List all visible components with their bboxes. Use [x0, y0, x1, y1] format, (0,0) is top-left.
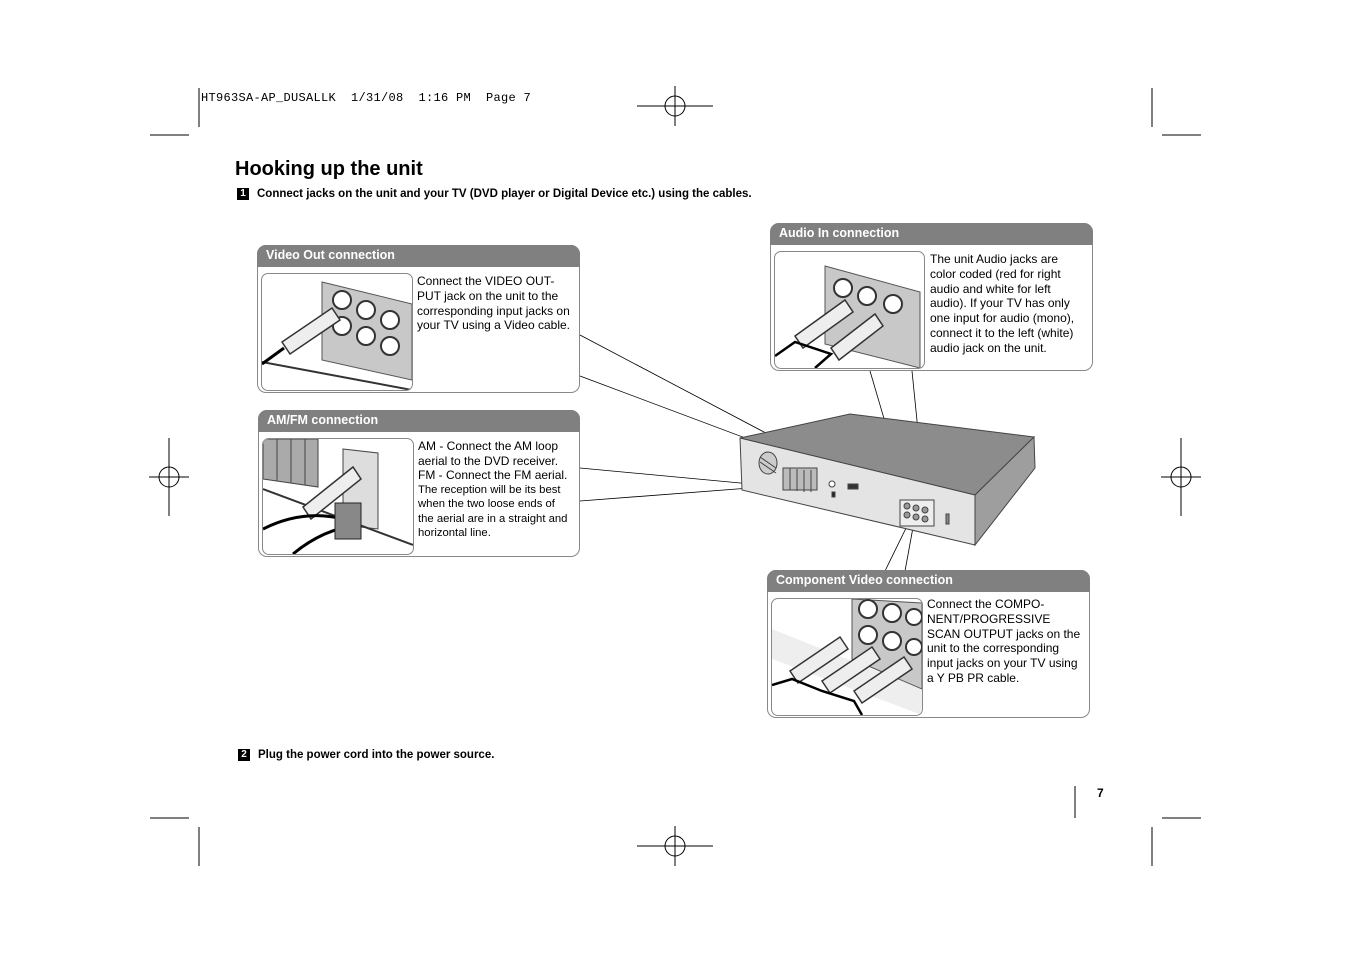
antenna-drawing — [263, 439, 413, 554]
audio-jack-drawing — [775, 252, 924, 368]
video-out-line-4: your TV using a Video cable. — [417, 318, 570, 333]
page-title: Hooking up the unit — [235, 158, 423, 180]
audio-in-description — [930, 252, 1074, 356]
registration-mark-left — [149, 438, 189, 516]
component-video-description — [927, 597, 1080, 686]
video-jack-drawing — [262, 274, 412, 390]
am-fm-line-1: AM - Connect the AM loop — [418, 439, 559, 453]
am-fm-description — [418, 439, 567, 541]
registration-mark-bottom — [637, 826, 713, 866]
am-fm-line-4: The reception will be its best — [418, 483, 561, 496]
video-out-line-1: Connect the VIDEO OUT- — [417, 274, 555, 288]
am-fm-line-6: the aerial are in a straight and — [418, 512, 568, 525]
video-out-description — [417, 274, 570, 333]
component-line-5: input jacks on your TV using — [927, 656, 1078, 671]
am-fm-line-5: when the two loose ends of — [418, 498, 555, 510]
registration-mark-right — [1161, 438, 1201, 516]
video-out-panel — [257, 245, 580, 393]
step-1-number: 1 — [237, 188, 249, 200]
audio-in-illustration — [774, 251, 925, 369]
audio-in-line-5: one input for audio (mono), — [930, 311, 1075, 326]
audio-in-line-2: color coded (red for right — [930, 266, 1061, 281]
component-video-panel — [767, 570, 1090, 718]
audio-in-line-4: audio). If your TV has only — [930, 296, 1070, 311]
step-2-text: Plug the power cord into the power source. — [258, 749, 495, 761]
am-fm-illustration — [262, 438, 414, 555]
am-fm-panel — [258, 410, 580, 557]
am-fm-line-3: FM - Connect the FM aerial. — [418, 468, 568, 482]
video-out-panel-title: Video Out connection — [257, 245, 580, 267]
component-video-illustration — [771, 598, 923, 716]
video-out-line-3: corresponding input jacks on — [417, 303, 570, 318]
component-line-1: Connect the COMPO- — [927, 597, 1045, 611]
component-video-panel-title: Component Video connection — [767, 570, 1090, 592]
component-jack-drawing — [772, 599, 922, 715]
audio-in-panel — [770, 223, 1093, 371]
component-line-2: NENT/PROGRESSIVE — [927, 611, 1051, 626]
step-2 — [238, 749, 494, 761]
component-line-6: a Y PB PR cable. — [927, 670, 1020, 685]
step-1-text: Connect jacks on the unit and your TV (DVD player or Digital Device etc.) using the cables. — [257, 188, 752, 200]
video-out-line-2: PUT jack on the unit to the — [417, 288, 559, 303]
component-line-4: unit to the corresponding — [927, 641, 1060, 656]
audio-in-line-6: connect it to the left (white) — [930, 325, 1074, 340]
registration-mark-top — [637, 86, 713, 126]
am-fm-panel-title: AM/FM connection — [258, 410, 580, 432]
receiver-unit-illustration — [740, 414, 1035, 545]
step-1 — [237, 188, 752, 200]
audio-in-line-3: audio and white for left — [930, 281, 1051, 296]
page-number: 7 — [1097, 786, 1104, 800]
audio-in-panel-title: Audio In connection — [770, 223, 1093, 245]
am-fm-line-7: horizontal line. — [418, 527, 491, 539]
audio-in-line-7: audio jack on the unit. — [930, 340, 1047, 355]
print-header: HT963SA-AP_DUSALLK 1/31/08 1:16 PM Page 7 — [201, 91, 532, 105]
component-line-3: SCAN OUTPUT jacks on the — [927, 626, 1081, 641]
am-fm-line-2: aerial to the DVD receiver. — [418, 453, 559, 468]
audio-in-line-1: The unit Audio jacks are — [930, 252, 1059, 266]
video-out-illustration — [261, 273, 413, 391]
step-2-number: 2 — [238, 749, 250, 761]
